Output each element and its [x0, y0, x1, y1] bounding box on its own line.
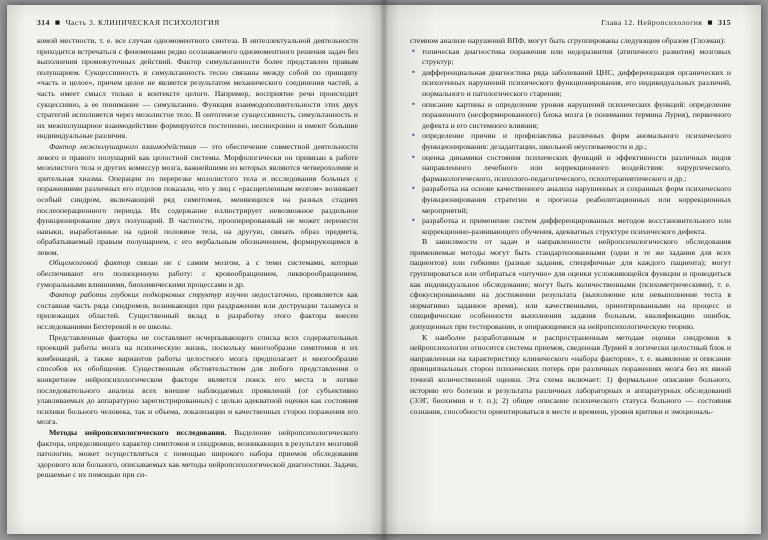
- task-item: [410, 153, 731, 185]
- section-marker-icon: ■: [707, 20, 714, 26]
- book-pages: [7, 5, 761, 534]
- page-right: [384, 5, 761, 534]
- bullet-icon: •: [411, 152, 416, 162]
- running-head-title-left: Часть 3. КЛИНИЧЕСКАЯ ПСИХОЛОГИЯ: [65, 18, 220, 27]
- paragraph: В зависимости от задач и направленности нейропсихологического обследования применяемые методы могут быть стандартизованными (одни и те же задания для всех пациентов) или гибкими (разные задания, специфичные для каждого пациента); могут группироваться или отбираться «штучно» для оценки усложняющейся функции и проводиться как индивидуальное обследование; могут быть количественными (психометрическими), т. е. сфокусированными на достижении результата (выполнение или невыполнение теста в нормативно заданное время), или качественными, ориентированными на процесс и специфические особенности выполнения задания больным, квалификацию ошибок, допущенных при тестировании, и опирающимися на нейропсихологическую теорию.: [410, 237, 731, 332]
- paragraph: [37, 258, 358, 290]
- task-item: [410, 100, 731, 132]
- paragraph-lead: Фактор работы глубоких подкорковых структур: [49, 290, 222, 300]
- section-marker-icon: ■: [54, 20, 61, 26]
- paragraph-lead: Общемозговой фактор: [49, 258, 131, 268]
- running-head-title-right: Глава 12. Нейропсихология: [601, 18, 703, 27]
- task-item: [410, 216, 731, 237]
- paragraph-lead: Фактор межполушарного взаимодействия: [49, 141, 197, 151]
- bullet-icon: •: [411, 131, 416, 141]
- task-text: описание картины и определение уровня нарушений психических функций: определение пораженного (несформированного) блока мозга (в понимании термина Лурия), первичного дефекта и его системного влияния;: [422, 99, 731, 130]
- task-item: [410, 68, 731, 100]
- paragraph-text: — это обеспечение совместной деятельности левого и правого полушарий как целостной системы. Морфологически он привязан к работе мозолистого тела и других комиссур мозга, важнейшими из которых являются четверохолмие и зрительная хиазма. Операции по перерезке мозолистого тела и исследования больных с поражениями различных его отделов показали, что у лиц с «расщепленным мозгом» возникает особый синдром, включающий ряд симптомов, меняющихся на разных стадиях послеоперационного периода. Их содержание иллюстрирует невозможное раздельное функционирование двух полушарий. В частности, прооперированный не может перенести навыки, выработанные на одной половине тела, на другую, связать образ предмета, обрабатываемый правым полушарием, с его вербальным обозначением, формирующимся в левом.: [37, 141, 358, 257]
- paragraph: К наиболее разработанным и распространенным методам оценки синдромов в нейропсихологии относится система приемов, сведенная Лурией в логически целостный блок и направленная на характеристику клинического «набора факторов», т. е. выявление и описание принципиальных сторон психических потерь при различных поражениях мозга без их явной точной количественной оценки. Эта схема включает: 1) формальное описание больного, историю его болезни и результаты различных лабораторных и аппаратурных обследований (ЭЭГ, биохимия и т. п.); 2) общее описание психического статуса больного — состояния сознания, способности ориентироваться в месте и времени, уровня критики и эмоциональ-: [410, 332, 731, 416]
- paragraph-text: Выделение нейропсихологического фактора, определяющего характер симптомов и синдромов, возникающих в результате мозговой патологии, может осуществляться с помощью широкого набора приемов обследования здорового или больного, описываемых как методы нейропсихологической диагностики. Задачи, решаемые с их помощью при си-: [37, 427, 358, 480]
- page-left: [7, 5, 384, 534]
- running-head-right: [410, 18, 731, 27]
- paragraph: [37, 290, 358, 332]
- paragraph: [37, 428, 358, 481]
- task-item: [410, 184, 731, 216]
- task-list: [410, 47, 731, 238]
- task-text: разработка на основе качественного анализа нарушенных и сохранных форм психического функционирования стратегии и прогноза реабилитационных или коррекционных мероприятий;: [422, 184, 731, 215]
- paragraph: комой местности, т. е. все случаи одномоментного синтеза. В интеллектуальной деятельности приходится встречаться с феноменами редко осознаваемого одномоментного решения задач без выполнения промежуточных действий. Фактор симультанности более представлен правым полушарием. Сукцессивность и симультанность тесно связаны между собой по принципу «часть и целое», причем целое не является результатом механического соединения частей, а часть имеет смысл только в контексте целого. Например, восприятие речи происходит сукцессивно, а ее понимание — симультанно. Функция взаимодополнительности этих двух стратегий исполняется через мозолистое тело. В онтогенезе сукцессивность, симультанность и их межполушарное взаимодействие формируются постепенно, несинхронно и имеют большие индивидуальные различия.: [37, 36, 358, 141]
- page-left-text: [37, 36, 358, 481]
- paragraph: Представленные факторы не составляют исчерпывающего списка всех содержательных проекций работы мозга на психическую жизнь, поскольку многообразие симптомов и их комбинаций, а также вариантов работы целостного мозга предполагает и многообразие способов их обобщения. Существенным обстоятельством для любого представления о конкретном нейропсихологическом факторе является поиск его места в логике последовательного анализа всех внешне наблюдаемых проявлений (от субъективно улавливаемых до аппаратурно зарегистрированных) с целью адекватной оценки как состояния психики больного человека, так и объема, локализации и качественных сторон поражения его мозга.: [37, 332, 358, 427]
- task-text: разработка и применение систем дифференцированных методов восстановительного или коррекционно-развивающего обучения, адекватных структуре психического дефекта.: [422, 216, 731, 236]
- page-right-text: [410, 36, 731, 417]
- task-text: определение причин и профилактика различных форм аномального психического функционирования: дезадаптации, школьной неуспеваемости и др.;: [422, 131, 731, 151]
- paragraph: стемном анализе нарушений ВПФ, могут быть сгруппированы следующим образом (Глозман):: [410, 36, 726, 45]
- paragraph-lead: Методы нейропсихологического исследования.: [49, 427, 227, 437]
- bullet-icon: •: [411, 184, 416, 194]
- page-number-left: 314: [37, 18, 50, 27]
- task-text: оценка динамики состояния психических функций и эффективности различных видов направленного лечебного или коррекционного воздействия: хирургического, фармакологического, психолого-педагогического, психотерапевтического и др.;: [422, 152, 731, 183]
- paragraph-text: изучен недостаточно, проявляется как составная часть ряда синдромов, возникающих при раздражении или деструкции таламуса и прилежащих областей. Существенный вклад в разработку этого фактора внесен исследованиями Бехтеревой и ее школы.: [37, 290, 358, 332]
- paragraph-text: связан не с самим мозгом, а с теми системами, которые обеспечивают его полноценную работу: с кровообращением, ликворообращением, гуморальными влияниями, биохимическими процессами и др.: [37, 258, 358, 289]
- bullet-icon: •: [411, 99, 416, 109]
- running-head-left: [37, 18, 358, 27]
- page-number-right: 315: [718, 18, 731, 27]
- task-text: дифференциальная диагностика ряда заболеваний ЦНС, дифференциация органических и психогенных нарушений психического функционирования, его индивидуальных различий, нормального и патологического старения;: [422, 67, 731, 98]
- task-text: топическая диагностика поражения или недоразвития (атипичного развития) мозговых структур;: [422, 46, 731, 67]
- task-item: [410, 131, 731, 152]
- bullet-icon: •: [411, 46, 416, 56]
- paragraph: [37, 142, 358, 259]
- bullet-icon: •: [411, 216, 416, 226]
- bullet-icon: •: [411, 67, 416, 77]
- task-item: [410, 47, 731, 68]
